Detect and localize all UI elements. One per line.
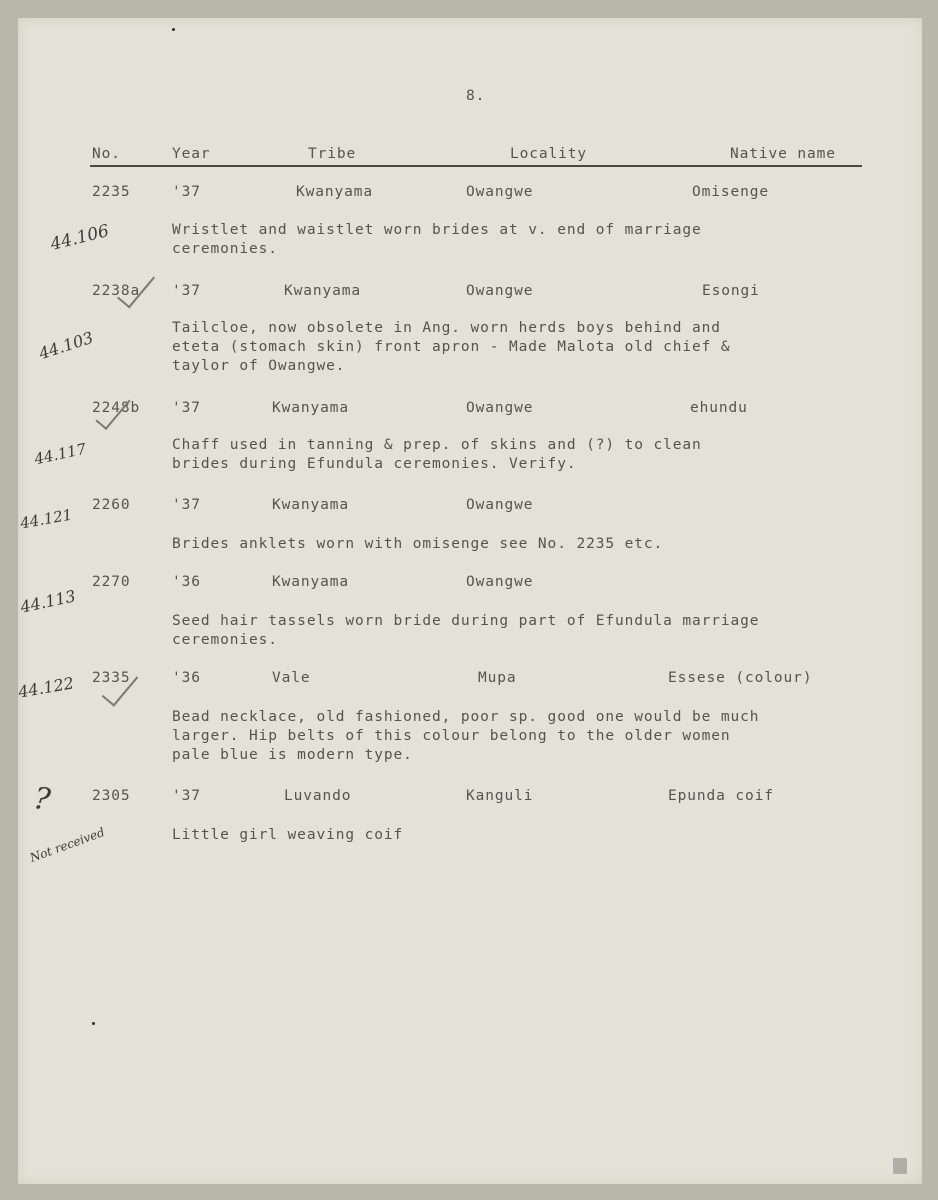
entry-number: 2260 <box>92 497 131 513</box>
entry-native-name: Essese (colour) <box>668 670 813 686</box>
margin-annotation: Not received <box>27 825 107 865</box>
speck <box>92 1022 95 1025</box>
margin-annotation: 44.103 <box>36 327 96 364</box>
margin-annotation: 44.122 <box>16 673 76 702</box>
header-year: Year <box>172 146 211 162</box>
entry-year: '36 <box>172 574 201 590</box>
header-native-name: Native name <box>730 146 836 162</box>
entry-tribe: Kwanyama <box>272 400 350 416</box>
entry-description: Tailcloe, now obsolete in Ang. worn herds boys behind and eteta (stomach skin) front apron - Made Malota old chief & taylor of Owangwe. <box>172 320 731 374</box>
entry-year: '37 <box>172 283 201 299</box>
entry-description: Bead necklace, old fashioned, poor sp. good one would be much larger. Hip belts of this colour belong to the older women pale blue is modern type. <box>172 709 760 763</box>
entry-tribe: Luvando <box>284 788 352 804</box>
entry-description: Wristlet and waistlet worn brides at v. end of marriage ceremonies. <box>172 222 702 257</box>
entry-locality: Owangwe <box>466 574 534 590</box>
entry-number: 2235 <box>92 184 131 200</box>
margin-annotation: 44.106 <box>48 221 112 255</box>
entry-native-name: Epunda coif <box>668 788 774 804</box>
entry-year: '36 <box>172 670 201 686</box>
entry-description: Seed hair tassels worn bride during part of Efundula marriage ceremonies. <box>172 613 760 648</box>
entry-number: 2270 <box>92 574 131 590</box>
header-no: No. <box>92 146 121 162</box>
entry-number: 2248b <box>92 400 141 416</box>
entry-locality: Owangwe <box>466 184 534 200</box>
entry-locality: Owangwe <box>466 497 534 513</box>
entry-tribe: Vale <box>272 670 311 686</box>
entry-year: '37 <box>172 497 201 513</box>
header-locality: Locality <box>510 146 588 162</box>
entry-tribe: Kwanyama <box>272 574 350 590</box>
entry-description: Little girl weaving coif <box>172 827 404 843</box>
entry-locality: Owangwe <box>466 283 534 299</box>
entry-native-name: ehundu <box>690 400 748 416</box>
entry-number: 2305 <box>92 788 131 804</box>
entry-locality: Mupa <box>478 670 517 686</box>
archive-stamp <box>893 1158 907 1174</box>
page-number: 8. <box>466 88 486 104</box>
entry-year: '37 <box>172 788 201 804</box>
entry-number: 2238a <box>92 283 141 299</box>
entry-tribe: Kwanyama <box>284 283 362 299</box>
entry-tribe: Kwanyama <box>272 497 350 513</box>
entry-locality: Kanguli <box>466 788 534 804</box>
entry-native-name: Esongi <box>702 283 760 299</box>
entry-year: '37 <box>172 400 201 416</box>
margin-annotation: 44.113 <box>18 586 78 617</box>
header-tribe: Tribe <box>308 146 357 162</box>
entry-number: 2335 <box>92 670 131 686</box>
speck <box>172 28 175 31</box>
question-mark-annotation: ? <box>31 781 53 818</box>
margin-annotation: 44.117 <box>32 439 88 469</box>
entry-locality: Owangwe <box>466 400 534 416</box>
entry-year: '37 <box>172 184 201 200</box>
entry-description: Chaff used in tanning & prep. of skins and (?) to clean brides during Efundula ceremonies. Verify. <box>172 437 702 472</box>
entry-tribe: Kwanyama <box>296 184 374 200</box>
entry-native-name: Omisenge <box>692 184 770 200</box>
header-rule <box>90 165 862 167</box>
margin-annotation: 44.121 <box>18 505 74 533</box>
entry-description: Brides anklets worn with omisenge see No. 2235 etc. <box>172 536 664 552</box>
